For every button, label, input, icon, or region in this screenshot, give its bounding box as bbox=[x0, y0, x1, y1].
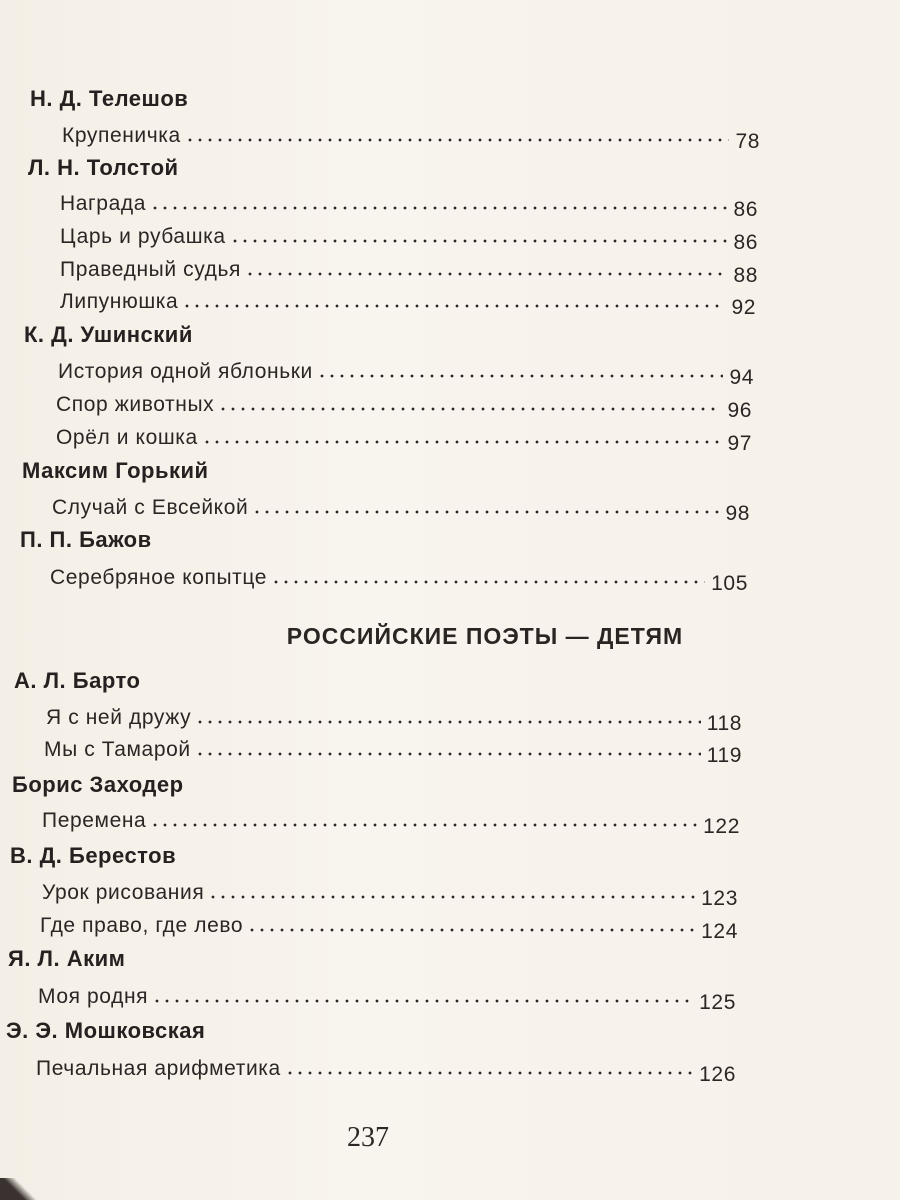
page-corner-shadow bbox=[0, 1178, 40, 1200]
toc-entry bbox=[38, 979, 736, 1014]
toc-entry bbox=[60, 186, 758, 221]
entry-page: 97 bbox=[727, 432, 752, 455]
entry-page: 92 bbox=[731, 296, 756, 319]
entry-title: Урок рисования bbox=[42, 881, 205, 904]
entry-title: Царь и рубашка bbox=[60, 225, 226, 248]
dot-leader bbox=[152, 999, 693, 1003]
entry-page: 124 bbox=[701, 920, 738, 943]
entry-page: 123 bbox=[701, 887, 738, 910]
author-heading: В. Д. Берестов bbox=[10, 843, 177, 868]
toc-entry bbox=[60, 252, 758, 287]
author-heading: Л. Н. Толстой bbox=[28, 155, 179, 180]
dot-leader bbox=[271, 580, 705, 584]
entry-page: 126 bbox=[699, 1063, 736, 1086]
entry-title: Спор животных bbox=[56, 393, 215, 416]
dot-leader bbox=[185, 138, 730, 142]
dot-leader bbox=[247, 928, 695, 932]
dot-leader bbox=[245, 272, 727, 276]
author-heading: Максим Горький bbox=[22, 458, 209, 483]
author-heading: Я. Л. Аким bbox=[8, 946, 126, 971]
toc-entry bbox=[60, 219, 758, 254]
dot-leader bbox=[182, 304, 725, 308]
entry-title: Липунюшка bbox=[60, 290, 179, 313]
toc-entry bbox=[40, 908, 738, 943]
entry-title: Где право, где лево bbox=[40, 914, 244, 937]
entry-title: Перемена bbox=[42, 809, 147, 832]
dot-leader bbox=[230, 239, 728, 243]
toc-entry bbox=[60, 284, 756, 319]
entry-title: Орёл и кошка bbox=[56, 426, 198, 449]
dot-leader bbox=[150, 206, 727, 210]
entry-page: 88 bbox=[733, 264, 758, 287]
toc-entry bbox=[58, 354, 754, 389]
entry-title: Я с ней дружу bbox=[46, 706, 192, 729]
author-heading: Э. Э. Мошковская bbox=[6, 1018, 206, 1043]
entry-page: 96 bbox=[727, 399, 752, 422]
entry-page: 94 bbox=[729, 366, 754, 389]
entry-title: Награда bbox=[60, 192, 146, 215]
entry-title: Печальная арифметика bbox=[36, 1057, 281, 1080]
toc-entry bbox=[36, 1051, 736, 1086]
entry-title: Моя родня bbox=[38, 985, 149, 1008]
dot-leader bbox=[202, 440, 722, 444]
dot-leader bbox=[208, 895, 695, 899]
entry-title: Серебряное копытце bbox=[50, 566, 268, 589]
dot-leader bbox=[252, 510, 719, 514]
dot-leader bbox=[218, 407, 721, 411]
toc-entry bbox=[62, 118, 760, 153]
page-number: 237 bbox=[347, 1122, 389, 1153]
author-heading: К. Д. Ушинский bbox=[24, 322, 193, 347]
entry-page: 86 bbox=[733, 198, 758, 221]
entry-title: История одной яблоньки bbox=[58, 360, 313, 383]
toc-entry bbox=[50, 560, 748, 595]
author-heading: Борис Заходер bbox=[12, 772, 184, 797]
entry-page: 125 bbox=[699, 991, 736, 1014]
dot-leader bbox=[150, 823, 697, 827]
entry-page: 119 bbox=[706, 744, 742, 767]
toc-entry bbox=[44, 732, 742, 767]
entry-page: 122 bbox=[703, 815, 740, 838]
entry-page: 86 bbox=[733, 231, 758, 254]
toc-entry bbox=[46, 700, 742, 735]
toc-entry bbox=[56, 387, 752, 422]
toc-entry bbox=[52, 490, 750, 525]
author-heading: Н. Д. Телешов bbox=[30, 86, 189, 111]
dot-leader bbox=[195, 720, 701, 724]
entry-page: 105 bbox=[711, 572, 748, 595]
dot-leader bbox=[285, 1071, 693, 1075]
dot-leader bbox=[195, 752, 701, 756]
dot-leader bbox=[317, 374, 724, 378]
author-heading: А. Л. Барто bbox=[14, 668, 141, 693]
section-heading: РОССИЙСКИЕ ПОЭТЫ — ДЕТЯМ bbox=[286, 623, 684, 649]
author-heading: П. П. Бажов bbox=[20, 527, 152, 552]
entry-page: 78 bbox=[735, 130, 760, 153]
entry-title: Крупеничка bbox=[62, 124, 181, 147]
toc-entry bbox=[42, 803, 740, 838]
entry-title: Праведный судья bbox=[60, 258, 241, 281]
entry-page: 118 bbox=[706, 712, 742, 735]
entry-title: Мы с Тамарой bbox=[44, 738, 191, 761]
entry-page: 98 bbox=[725, 502, 750, 525]
toc-entry bbox=[42, 875, 738, 910]
entry-title: Случай с Евсейкой bbox=[52, 496, 249, 519]
toc-entry bbox=[56, 420, 752, 455]
